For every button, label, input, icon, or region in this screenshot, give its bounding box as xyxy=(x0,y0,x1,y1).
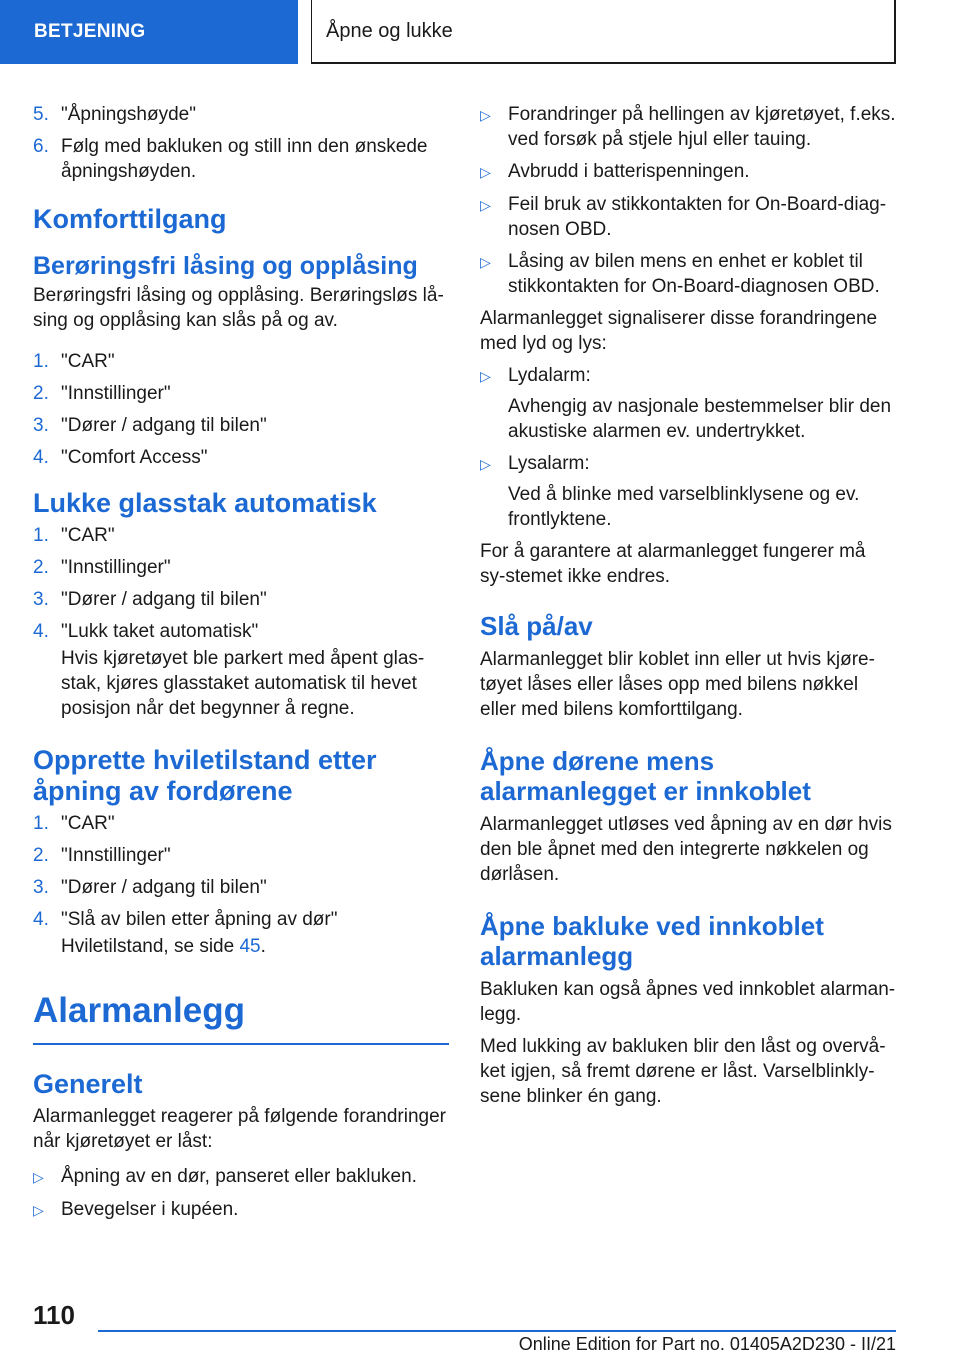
list-item xyxy=(33,1197,449,1223)
paragraph-tailgate-2: Med lukking av bakluken blir den låst og overvå-ket igjen, så fremt dørene er låst. Varselblinkly-sene blinker én gang. xyxy=(480,1036,886,1107)
left-column xyxy=(33,102,449,1230)
step-text: "Åpningshøyde" xyxy=(61,104,196,125)
paragraph-signal: Alarmanlegget signaliserer disse forandringene med lyd og lys: xyxy=(480,308,878,354)
paragraph-on-off: Alarmanlegget blir koblet inn eller ut hvis kjøre-tøyet låses eller låses opp med bilens nøkkel eller med bilens komforttilgang. xyxy=(480,649,875,720)
step-number: 2. xyxy=(33,845,49,866)
list-item xyxy=(33,381,449,406)
heading-rule xyxy=(33,1043,449,1045)
list-item xyxy=(33,875,449,900)
heading-alarm-system: Alarmanlegg xyxy=(33,991,245,1030)
list-item xyxy=(33,555,449,580)
paragraph-general: Alarmanlegget reagerer på følgende forandringer når kjøretøyet er låst: xyxy=(33,1106,446,1152)
triangle-bullet-icon: ▷ xyxy=(480,456,491,472)
step-text: "Innstillinger" xyxy=(61,557,171,578)
list-item xyxy=(33,907,449,932)
bullet-text: Låsing av bilen mens en enhet er koblet til stikkontakten for On-Board-diagnosen OBD. xyxy=(508,251,880,297)
heading-comfort-access: Komforttilgang xyxy=(33,204,227,234)
header-section-tab xyxy=(0,0,298,64)
bullet-text: Lysalarm: xyxy=(508,453,590,474)
heading-general: Generelt xyxy=(33,1069,143,1099)
header-chapter-label: Åpne og lukke xyxy=(326,19,453,42)
bullet-text: Feil bruk av stikkontakten for On-Board-diag-nosen OBD. xyxy=(508,194,887,240)
paragraph-touchless: Berøringsfri låsing og opplåsing. Berøringsløs lå-sing og opplåsing kan slås på og av. xyxy=(33,285,444,331)
step-number: 1. xyxy=(33,351,49,372)
step-number: 1. xyxy=(33,813,49,834)
step-text: "Innstillinger" xyxy=(61,383,171,404)
triangle-bullet-icon: ▷ xyxy=(480,254,491,270)
heading-sunroof: Lukke glasstak automatisk xyxy=(33,488,377,518)
heading-on-off: Slå på/av xyxy=(480,611,593,641)
list-item xyxy=(33,843,449,868)
list-item xyxy=(33,619,449,644)
footer-rule xyxy=(98,1330,896,1332)
list-item xyxy=(33,1164,449,1190)
page-reference-link[interactable]: 45 xyxy=(239,936,261,957)
rest-note xyxy=(33,934,449,959)
step-text: "Dører / adgang til bilen" xyxy=(61,415,267,436)
step-number: 2. xyxy=(33,383,49,404)
list-item xyxy=(480,102,896,152)
step-number: 3. xyxy=(33,589,49,610)
rest-note-text: Hviletilstand, se side xyxy=(61,936,240,957)
list-item xyxy=(480,363,896,389)
step-number: 3. xyxy=(33,877,49,898)
list-item xyxy=(33,587,449,612)
step-text: Følg med bakluken og still inn den ønskede åpningshøyden. xyxy=(61,136,428,182)
step-number: 3. xyxy=(33,415,49,436)
triangle-bullet-icon: ▷ xyxy=(480,107,491,123)
step-text: "Lukk taket automatisk" xyxy=(61,621,259,642)
heading-open-tailgate: Åpne bakluke ved innkoblet alarmanlegg xyxy=(480,911,824,971)
header-chapter-title xyxy=(311,0,896,64)
step-text: "CAR" xyxy=(61,525,115,546)
step-number: 4. xyxy=(33,447,49,468)
step-number: 6. xyxy=(33,136,49,157)
list-item xyxy=(33,811,449,836)
heading-open-doors: Åpne dørene mens alarmanlegget er innkoblet xyxy=(480,746,811,806)
heading-touchless: Berøringsfri låsing og opplåsing xyxy=(33,252,418,280)
list-item xyxy=(480,159,896,185)
list-item xyxy=(480,249,896,299)
step-number: 5. xyxy=(33,104,49,125)
list-item xyxy=(33,349,449,374)
page-number: 110 xyxy=(33,1300,75,1330)
step-number: 1. xyxy=(33,525,49,546)
light-alarm-text: Ved å blinke med varselblinklysene og ev. frontlyktene. xyxy=(508,484,860,530)
step-text: "Innstillinger" xyxy=(61,845,171,866)
list-item xyxy=(33,102,449,127)
sunroof-note: Hvis kjøretøyet ble parkert med åpent glas-stak, kjøres glasstaket automatisk til hevet posisjon når det begynner å regne. xyxy=(61,648,425,719)
step-number: 2. xyxy=(33,557,49,578)
step-text: "Comfort Access" xyxy=(61,447,208,468)
paragraph-guarantee: For å garantere at alarmanlegget fungerer må sy-stemet ikke endres. xyxy=(480,541,866,587)
step-text: "Dører / adgang til bilen" xyxy=(61,589,267,610)
bullet-text: Avbrudd i batterispenningen. xyxy=(508,161,750,182)
list-item xyxy=(33,445,449,470)
step-text: "CAR" xyxy=(61,813,115,834)
triangle-bullet-icon: ▷ xyxy=(33,1169,44,1185)
bullet-text: Bevegelser i kupéen. xyxy=(61,1199,239,1220)
bullet-text: Åpning av en dør, panseret eller bakluken. xyxy=(61,1166,417,1187)
list-item xyxy=(480,192,896,242)
triangle-bullet-icon: ▷ xyxy=(33,1202,44,1218)
triangle-bullet-icon: ▷ xyxy=(480,197,491,213)
rest-note-end: . xyxy=(260,936,266,957)
footer-edition: Online Edition for Part no. 01405A2D230 - II/21 xyxy=(518,1334,896,1354)
paragraph-tailgate-1: Bakluken kan også åpnes ved innkoblet alarman-legg. xyxy=(480,979,896,1025)
triangle-bullet-icon: ▷ xyxy=(480,164,491,180)
header-section-label: BETJENING xyxy=(34,21,146,42)
step-text: "Slå av bilen etter åpning av dør" xyxy=(61,909,338,930)
paragraph-open-doors: Alarmanlegget utløses ved åpning av en dør hvis den ble åpnet med den integrerte nøkkelen og dørlåsen. xyxy=(480,814,892,885)
right-column xyxy=(480,102,896,1116)
bullet-text: Lydalarm: xyxy=(508,365,591,386)
bullet-text: Forandringer på hellingen av kjøretøyet, f.eks. ved forsøk på stjele hjul eller tauing. xyxy=(508,104,896,150)
list-item xyxy=(480,451,896,477)
list-item xyxy=(33,523,449,548)
step-text: "Dører / adgang til bilen" xyxy=(61,877,267,898)
step-text: "CAR" xyxy=(61,351,115,372)
step-number: 4. xyxy=(33,909,49,930)
step-number: 4. xyxy=(33,621,49,642)
heading-rest-state: Opprette hviletilstand etter åpning av fordørene xyxy=(33,745,377,806)
triangle-bullet-icon: ▷ xyxy=(480,368,491,384)
list-item xyxy=(33,413,449,438)
list-item xyxy=(33,134,449,184)
sound-alarm-text: Avhengig av nasjonale bestemmelser blir den akustiske alarmen ev. undertrykket. xyxy=(508,396,892,442)
